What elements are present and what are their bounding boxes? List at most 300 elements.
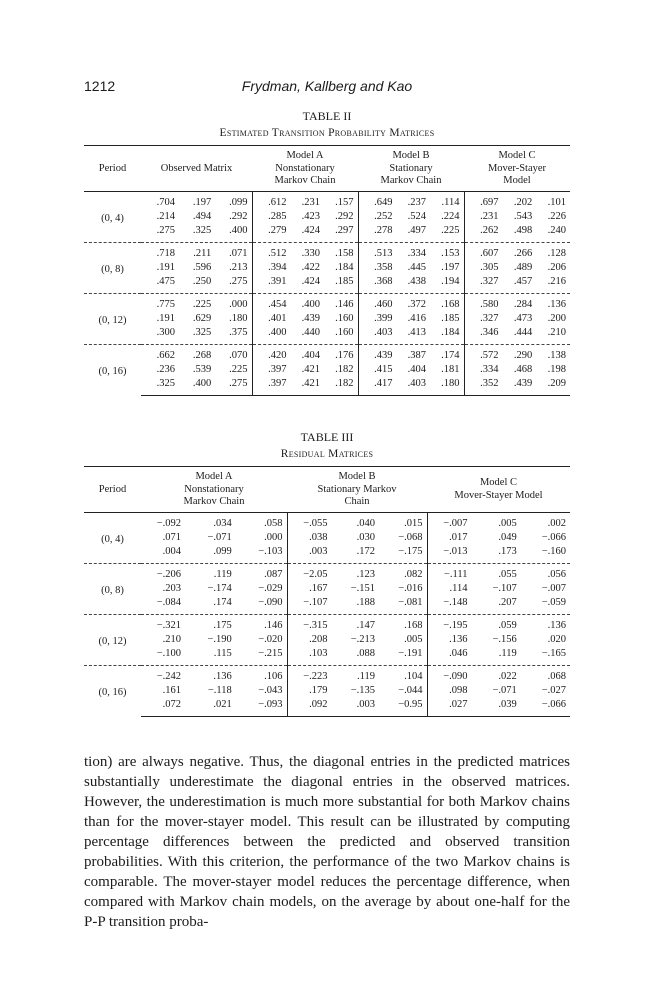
matrix-cell: .397 <box>268 377 287 389</box>
matrix-cell: .325 <box>192 224 212 236</box>
matrix-cell: −0.95 <box>398 698 423 710</box>
matrix-cell: −.190 <box>207 633 232 645</box>
matrix-cell: .325 <box>156 377 175 389</box>
model-b-cells <box>287 647 427 666</box>
table2-title: Estimated Transition Probability Matrices <box>219 127 435 139</box>
model-c-cells <box>427 633 570 647</box>
matrix-cell: .136 <box>213 670 232 682</box>
matrix-cell: .297 <box>335 224 354 236</box>
matrix-cell: .106 <box>264 670 283 682</box>
table3 <box>84 466 570 717</box>
model-b-cells <box>358 326 464 345</box>
table-row <box>84 210 570 224</box>
matrix-cell: .021 <box>213 698 232 710</box>
matrix-cell: .000 <box>229 298 248 310</box>
model-c-cells <box>427 698 570 717</box>
observed-cells <box>141 377 252 396</box>
page-number: 1212 <box>84 78 116 94</box>
matrix-cell: .004 <box>162 545 181 557</box>
matrix-cell: .372 <box>407 298 426 310</box>
observed-cells <box>141 242 252 261</box>
matrix-cell: .168 <box>441 298 460 310</box>
matrix-cell: .275 <box>229 377 248 389</box>
model-c-cells <box>464 261 570 275</box>
matrix-cell: .191 <box>156 312 175 324</box>
matrix-cell: −.165 <box>541 647 566 659</box>
model-b-cells <box>287 512 427 531</box>
body-paragraph: tion) are always negative. Thus, the diagonal entries in the predicted matrices substantially underestimate the diagonal entries in the observed matrices. However, the underestimation is much more substantial for both Markov chains than for the mover-stayer model. This result can be illustrated by computing percentage differences between the predicted and observed transition probabilities. With this criterion, the performance of the two Markov chains is comparable. The mover-stayer model reduces the percentage difference, when compared with Markov chain models, on the average by about one-half for the P-P transition proba- <box>84 754 570 930</box>
matrix-cell: .208 <box>309 633 328 645</box>
matrix-cell: .513 <box>374 247 393 259</box>
model-c-cells <box>464 344 570 363</box>
matrix-cell: −.016 <box>398 582 423 594</box>
matrix-cell: .292 <box>335 210 354 222</box>
table3-header-model-c <box>427 467 570 513</box>
model-c-cells <box>427 596 570 615</box>
matrix-cell: .194 <box>441 275 460 287</box>
model-c-cells <box>427 512 570 531</box>
matrix-cell: .119 <box>213 568 232 580</box>
matrix-cell: .457 <box>513 275 533 287</box>
matrix-cell: .489 <box>513 261 533 273</box>
matrix-cell: .290 <box>513 349 533 361</box>
matrix-cell: .334 <box>480 363 499 375</box>
running-title: Frydman, Kallberg and Kao <box>241 78 413 94</box>
model-a-cells <box>252 293 358 312</box>
matrix-cell: .119 <box>498 647 517 659</box>
period-label: (0, 4) <box>84 512 141 563</box>
matrix-cell: .015 <box>404 517 423 529</box>
header-line: Model A <box>195 471 233 482</box>
table-row <box>84 312 570 326</box>
model-c-cells <box>464 242 570 261</box>
matrix-cell: .184 <box>441 326 460 338</box>
model-c-cells <box>464 210 570 224</box>
model-b-cells <box>287 531 427 545</box>
matrix-cell: .209 <box>547 377 566 389</box>
matrix-cell: .058 <box>264 517 283 529</box>
matrix-cell: .068 <box>547 670 566 682</box>
header-line: Nonstationary <box>275 162 335 174</box>
matrix-cell: −.135 <box>350 684 375 696</box>
header-line: Markov Chain <box>274 175 336 186</box>
observed-cells <box>141 326 252 345</box>
matrix-cell: .279 <box>268 224 287 236</box>
matrix-cell: .184 <box>335 261 354 273</box>
table-row <box>84 665 570 684</box>
matrix-cell: .275 <box>229 275 248 287</box>
matrix-cell: .207 <box>498 596 517 608</box>
matrix-cell: .039 <box>498 698 517 710</box>
matrix-cell: .214 <box>156 210 175 222</box>
observed-cells <box>141 210 252 224</box>
model-c-cells <box>464 377 570 396</box>
model-a-cells <box>141 614 287 633</box>
matrix-cell: .082 <box>404 568 423 580</box>
matrix-cell: .146 <box>335 298 354 310</box>
matrix-cell: .046 <box>449 647 468 659</box>
matrix-cell: .284 <box>513 298 533 310</box>
matrix-cell: .167 <box>309 582 328 594</box>
table3-header-model-a <box>141 467 287 513</box>
table2-header-model-a <box>252 146 358 192</box>
model-b-cells <box>287 684 427 698</box>
matrix-cell: −.092 <box>156 517 181 529</box>
table-row <box>84 531 570 545</box>
matrix-cell: .179 <box>309 684 328 696</box>
matrix-cell: .468 <box>513 363 533 375</box>
model-c-cells <box>427 665 570 684</box>
matrix-cell: .237 <box>407 196 426 208</box>
model-a-cells <box>252 261 358 275</box>
table3-header-model-b <box>287 467 427 513</box>
matrix-cell: .002 <box>547 517 566 529</box>
header-line: Model B <box>392 150 430 161</box>
table-row <box>84 647 570 666</box>
matrix-cell: .497 <box>407 224 426 236</box>
matrix-cell: .334 <box>407 247 426 259</box>
matrix-cell: .174 <box>213 596 232 608</box>
matrix-cell: .225 <box>192 298 212 310</box>
header-line: Stationary Markov <box>317 483 397 495</box>
matrix-cell: .146 <box>264 619 283 631</box>
table-row <box>84 293 570 312</box>
matrix-cell: .180 <box>229 312 248 324</box>
matrix-cell: −.071 <box>492 684 517 696</box>
matrix-cell: −.027 <box>541 684 566 696</box>
matrix-cell: .596 <box>192 261 212 273</box>
table-row <box>84 242 570 261</box>
matrix-cell: .278 <box>374 224 393 236</box>
observed-cells <box>141 312 252 326</box>
matrix-cell: .157 <box>335 196 354 208</box>
matrix-cell: −.043 <box>258 684 283 696</box>
model-a-cells <box>252 191 358 210</box>
matrix-cell: .098 <box>449 684 468 696</box>
matrix-cell: .022 <box>498 670 517 682</box>
model-c-cells <box>427 582 570 596</box>
table-row <box>84 377 570 396</box>
table2-group <box>84 191 570 242</box>
header-line: Model A <box>286 150 324 161</box>
matrix-cell: −.175 <box>398 545 423 557</box>
table2-header-model-b <box>358 146 464 192</box>
matrix-cell: −.174 <box>207 582 232 594</box>
matrix-cell: −.103 <box>258 545 283 557</box>
model-a-cells <box>141 647 287 666</box>
model-c-cells <box>427 531 570 545</box>
matrix-cell: .454 <box>268 298 287 310</box>
matrix-cell: .231 <box>480 210 499 222</box>
matrix-cell: −2.05 <box>303 568 328 580</box>
table-row <box>84 596 570 615</box>
matrix-cell: .200 <box>547 312 566 324</box>
model-b-cells <box>358 242 464 261</box>
matrix-cell: −.071 <box>207 531 232 543</box>
matrix-cell: −.213 <box>350 633 375 645</box>
observed-cells <box>141 275 252 294</box>
matrix-cell: .649 <box>374 196 393 208</box>
model-b-cells <box>358 377 464 396</box>
model-c-cells <box>427 684 570 698</box>
matrix-cell: −.151 <box>350 582 375 594</box>
matrix-cell: −.156 <box>492 633 517 645</box>
matrix-cell: .285 <box>268 210 287 222</box>
matrix-cell: −.148 <box>443 596 468 608</box>
table-row <box>84 582 570 596</box>
matrix-cell: .475 <box>156 275 175 287</box>
matrix-cell: .173 <box>498 545 517 557</box>
matrix-cell: .391 <box>268 275 287 287</box>
observed-cells <box>141 191 252 210</box>
matrix-cell: .088 <box>356 647 375 659</box>
model-a-cells <box>252 377 358 396</box>
matrix-cell: .182 <box>335 377 354 389</box>
matrix-cell: .225 <box>441 224 460 236</box>
model-a-cells <box>252 224 358 243</box>
matrix-cell: .104 <box>404 670 423 682</box>
matrix-cell: .421 <box>301 377 320 389</box>
matrix-cell: .305 <box>480 261 499 273</box>
matrix-cell: .512 <box>268 247 287 259</box>
matrix-cell: .225 <box>229 363 248 375</box>
matrix-cell: .182 <box>335 363 354 375</box>
table2 <box>84 145 570 396</box>
model-c-cells <box>464 293 570 312</box>
matrix-cell: −.044 <box>398 684 423 696</box>
matrix-cell: .115 <box>213 647 232 659</box>
period-label: (0, 16) <box>84 665 141 716</box>
model-b-cells <box>358 363 464 377</box>
matrix-cell: .325 <box>192 326 212 338</box>
matrix-cell: .056 <box>547 568 566 580</box>
matrix-cell: −.090 <box>443 670 468 682</box>
matrix-cell: .422 <box>301 261 320 273</box>
matrix-cell: .005 <box>498 517 517 529</box>
matrix-cell: .103 <box>309 647 328 659</box>
matrix-cell: .268 <box>192 349 212 361</box>
table-row <box>84 512 570 531</box>
matrix-cell: .101 <box>547 196 566 208</box>
matrix-cell: −.093 <box>258 698 283 710</box>
matrix-cell: .034 <box>213 517 232 529</box>
matrix-cell: .017 <box>449 531 468 543</box>
matrix-cell: .153 <box>441 247 460 259</box>
matrix-cell: .123 <box>356 568 375 580</box>
matrix-cell: .387 <box>407 349 426 361</box>
period-label: (0, 8) <box>84 563 141 614</box>
matrix-cell: −.020 <box>258 633 283 645</box>
matrix-cell: .400 <box>268 326 287 338</box>
model-b-cells <box>287 582 427 596</box>
matrix-cell: .138 <box>547 349 566 361</box>
matrix-cell: .030 <box>356 531 375 543</box>
matrix-cell: .401 <box>268 312 287 324</box>
observed-cells <box>141 293 252 312</box>
matrix-cell: .524 <box>407 210 426 222</box>
table3-header-period: Period <box>84 467 141 513</box>
model-b-cells <box>358 344 464 363</box>
matrix-cell: .275 <box>156 224 175 236</box>
table2-header-period: Period <box>84 146 141 192</box>
model-a-cells <box>252 275 358 294</box>
matrix-cell: .543 <box>513 210 533 222</box>
matrix-cell: .394 <box>268 261 287 273</box>
model-c-cells <box>464 191 570 210</box>
matrix-cell: .000 <box>264 531 283 543</box>
matrix-cell: .114 <box>449 582 468 594</box>
header-line: Markov Chain <box>380 175 442 186</box>
matrix-cell: .424 <box>301 275 320 287</box>
matrix-cell: .236 <box>156 363 175 375</box>
matrix-cell: .417 <box>374 377 393 389</box>
period-label: (0, 12) <box>84 614 141 665</box>
matrix-cell: −.215 <box>258 647 283 659</box>
matrix-cell: .226 <box>547 210 566 222</box>
matrix-cell: .071 <box>162 531 181 543</box>
matrix-cell: .176 <box>335 349 354 361</box>
matrix-cell: .206 <box>547 261 566 273</box>
header-line: Nonstationary <box>184 483 244 495</box>
running-head <box>84 78 570 98</box>
matrix-cell: .070 <box>229 349 248 361</box>
model-c-cells <box>464 275 570 294</box>
table-row <box>84 363 570 377</box>
matrix-cell: .327 <box>480 275 499 287</box>
matrix-cell: .092 <box>309 698 328 710</box>
matrix-cell: −.206 <box>156 568 181 580</box>
matrix-cell: .399 <box>374 312 393 324</box>
table2-header-row <box>84 146 570 192</box>
model-c-cells <box>464 312 570 326</box>
table-row <box>84 614 570 633</box>
model-b-cells <box>287 596 427 615</box>
header-line: Model C <box>479 477 518 489</box>
matrix-cell: −.118 <box>207 684 232 696</box>
matrix-cell: .020 <box>547 633 566 645</box>
matrix-cell: .172 <box>356 545 375 557</box>
model-a-cells <box>141 665 287 684</box>
matrix-cell: .161 <box>162 684 181 696</box>
model-a-cells <box>252 312 358 326</box>
matrix-cell: .181 <box>441 363 460 375</box>
matrix-cell: .099 <box>213 545 232 557</box>
model-a-cells <box>252 344 358 363</box>
model-a-cells <box>141 531 287 545</box>
table-row <box>84 326 570 345</box>
matrix-cell: .404 <box>407 363 426 375</box>
table2-number: TABLE II <box>302 109 352 123</box>
matrix-cell: .607 <box>480 247 499 259</box>
matrix-cell: .203 <box>162 582 181 594</box>
model-a-cells <box>252 363 358 377</box>
model-a-cells <box>252 326 358 345</box>
matrix-cell: .059 <box>498 619 517 631</box>
header-line: Mover-Stayer <box>487 162 547 174</box>
observed-cells <box>141 224 252 243</box>
period-label: (0, 12) <box>84 293 141 344</box>
model-a-cells <box>141 698 287 717</box>
model-a-cells <box>252 210 358 224</box>
table-row <box>84 344 570 363</box>
matrix-cell: .397 <box>268 363 287 375</box>
model-a-cells <box>141 684 287 698</box>
matrix-cell: .197 <box>441 261 460 273</box>
matrix-cell: .188 <box>356 596 375 608</box>
model-a-cells <box>141 512 287 531</box>
matrix-cell: .266 <box>513 247 533 259</box>
model-c-cells <box>427 614 570 633</box>
matrix-cell: −.242 <box>156 670 181 682</box>
model-b-cells <box>358 261 464 275</box>
matrix-cell: .197 <box>192 196 212 208</box>
model-a-cells <box>141 563 287 582</box>
matrix-cell: .358 <box>374 261 393 273</box>
model-b-cells <box>358 224 464 243</box>
matrix-cell: .444 <box>513 326 533 338</box>
matrix-cell: .352 <box>480 377 499 389</box>
model-b-cells <box>358 191 464 210</box>
period-label: (0, 16) <box>84 344 141 395</box>
table2-group <box>84 293 570 344</box>
matrix-cell: .174 <box>441 349 460 361</box>
matrix-cell: .420 <box>268 349 287 361</box>
matrix-cell: .003 <box>309 545 328 557</box>
table3-group <box>84 665 570 716</box>
matrix-cell: .168 <box>404 619 423 631</box>
matrix-cell: .210 <box>547 326 566 338</box>
matrix-cell: −.107 <box>492 582 517 594</box>
matrix-cell: .055 <box>498 568 517 580</box>
table2-group <box>84 242 570 293</box>
table2-group <box>84 344 570 395</box>
matrix-cell: .072 <box>162 698 181 710</box>
table3-group <box>84 512 570 563</box>
model-b-cells <box>358 312 464 326</box>
matrix-cell: .368 <box>374 275 393 287</box>
model-b-cells <box>287 614 427 633</box>
table2-header-model-c <box>464 146 570 192</box>
header-line: Mover-Stayer Model <box>454 489 543 501</box>
table-row <box>84 545 570 564</box>
matrix-cell: −.321 <box>156 619 181 631</box>
table-row <box>84 684 570 698</box>
matrix-cell: .262 <box>480 224 499 236</box>
matrix-cell: .539 <box>192 363 212 375</box>
matrix-cell: .099 <box>229 196 248 208</box>
table3-number: TABLE III <box>300 430 354 444</box>
matrix-cell: −.315 <box>303 619 328 631</box>
matrix-cell: .027 <box>449 698 468 710</box>
matrix-cell: .210 <box>162 633 181 645</box>
matrix-cell: .400 <box>301 298 320 310</box>
model-b-cells <box>287 698 427 717</box>
matrix-cell: .400 <box>229 224 248 236</box>
matrix-cell: .003 <box>356 698 375 710</box>
matrix-cell: −.055 <box>303 517 328 529</box>
observed-cells <box>141 344 252 363</box>
model-a-cells <box>252 242 358 261</box>
observed-cells <box>141 261 252 275</box>
table3-title: Residual Matrices <box>280 448 374 460</box>
matrix-cell: .662 <box>156 349 175 361</box>
header-line: Stationary <box>389 162 433 174</box>
matrix-cell: .697 <box>480 196 499 208</box>
matrix-cell: .216 <box>547 275 566 287</box>
matrix-cell: .612 <box>268 196 287 208</box>
model-c-cells <box>427 647 570 666</box>
matrix-cell: .119 <box>357 670 375 682</box>
